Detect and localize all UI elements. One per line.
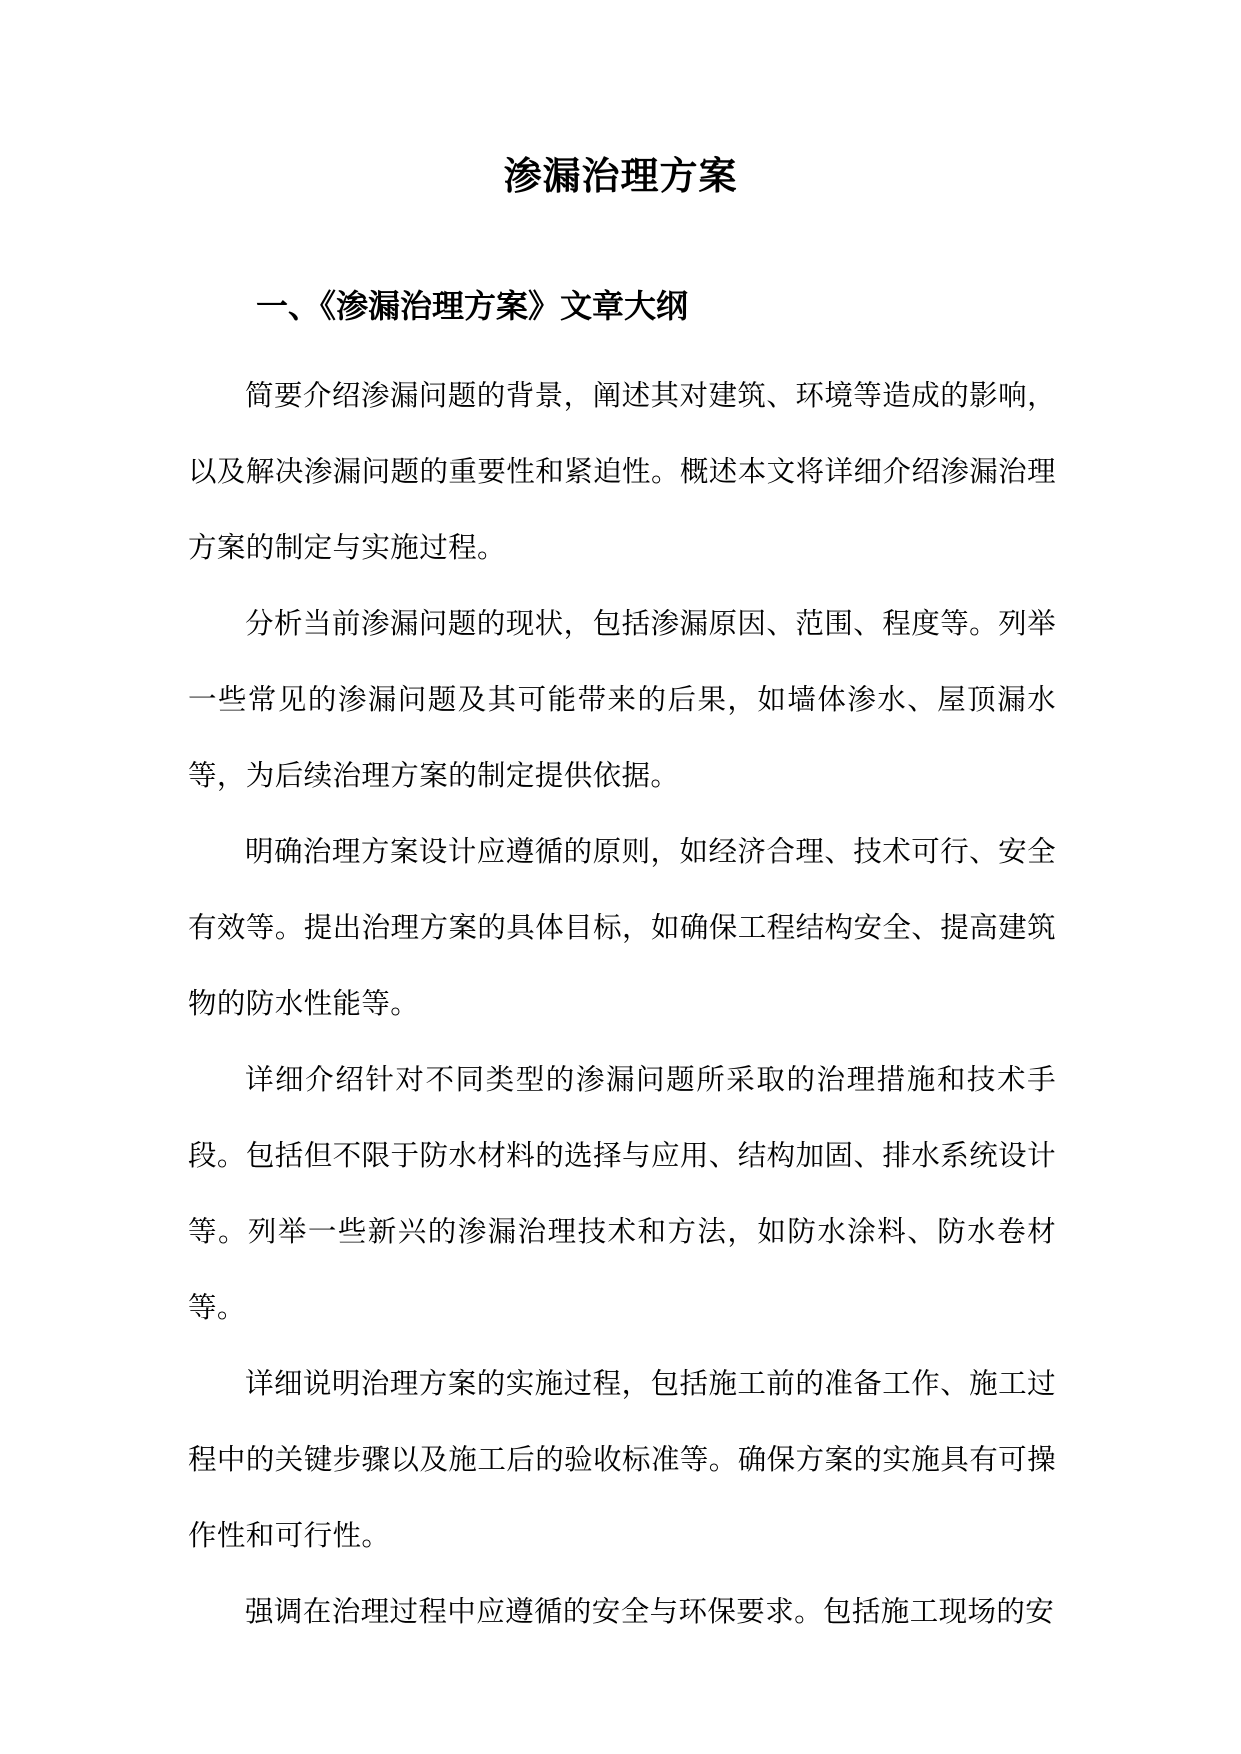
document-title: 渗漏治理方案 [503,153,738,198]
paragraph-principles: 明确治理方案设计应遵循的原则，如经济合理、技术可行、安全有效等。提出治理方案的具体目标，如确保工程结构安全、提高建筑物的防水性能等。 [188,835,1056,1020]
body-text [188,358,1056,1650]
paragraph-safety: 强调在治理过程中应遵循的安全与环保要求。包括施工现场的安 [245,1595,1055,1628]
paragraph-measures: 详细介绍针对不同类型的渗漏问题所采取的治理措施和技术手段。包括但不限于防水材料的选择与应用、结构加固、排水系统设计等。列举一些新兴的渗漏治理技术和方法，如防水涂料、防水卷材等。 [188,1063,1056,1324]
paragraph-current-status: 分析当前渗漏问题的现状，包括渗漏原因、范围、程度等。列举一些常见的渗漏问题及其可能带来的后果，如墙体渗水、屋顶漏水等，为后续治理方案的制定提供依据。 [188,607,1056,792]
section-heading: 一、《渗漏治理方案》文章大纲 [256,287,689,325]
paragraph-background: 简要介绍渗漏问题的背景，阐述其对建筑、环境等造成的影响，以及解决渗漏问题的重要性和紧迫性。概述本文将详细介绍渗漏治理方案的制定与实施过程。 [188,379,1056,564]
paragraph-implementation: 详细说明治理方案的实施过程，包括施工前的准备工作、施工过程中的关键步骤以及施工后的验收标准等。确保方案的实施具有可操作性和可行性。 [188,1367,1056,1552]
